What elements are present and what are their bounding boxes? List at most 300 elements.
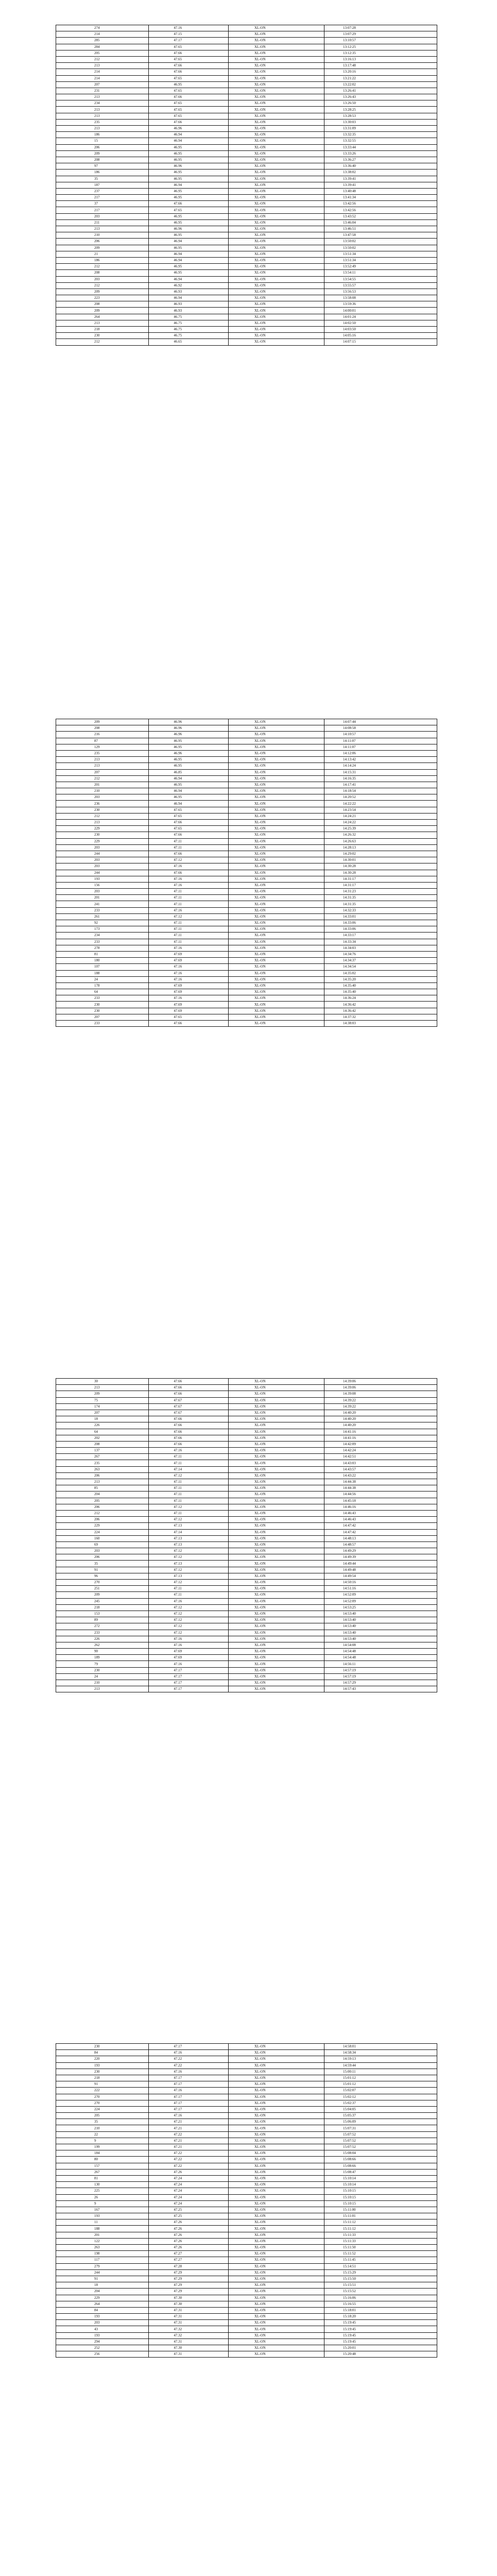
price-cell: 47.27: [149, 2257, 229, 2263]
quantity-cell: 212: [56, 775, 149, 782]
quantity-cell: 213: [56, 763, 149, 769]
price-cell: 47.69: [149, 958, 229, 964]
price-cell: 47.66: [149, 69, 229, 75]
venue-cell: XL-ON: [228, 31, 324, 38]
price-cell: 47.26: [149, 2238, 229, 2244]
price-cell: 46.94: [149, 295, 229, 301]
venue-cell: XL-ON: [228, 107, 324, 113]
time-cell: 14:22:22: [324, 801, 437, 807]
time-cell: 13:33:44: [324, 144, 437, 150]
venue-cell: XL-ON: [228, 2094, 324, 2100]
price-cell: 47.26: [149, 2219, 229, 2226]
table-row: [56, 2056, 437, 2062]
table-row: [56, 2301, 437, 2307]
venue-cell: XL-ON: [228, 264, 324, 270]
venue-cell: XL-ON: [228, 2081, 324, 2088]
table-row: [56, 81, 437, 88]
table-row: [56, 2314, 437, 2320]
venue-cell: XL-ON: [228, 1422, 324, 1429]
price-cell: 47.69: [149, 1002, 229, 1008]
table-row: [56, 333, 437, 339]
venue-cell: XL-ON: [228, 913, 324, 920]
venue-cell: XL-ON: [228, 1410, 324, 1416]
venue-cell: XL-ON: [228, 1611, 324, 1617]
table-row: [56, 219, 437, 226]
price-cell: 47.13: [149, 1561, 229, 1567]
quantity-cell: 92: [56, 920, 149, 926]
price-cell: 47.16: [149, 995, 229, 1002]
quantity-cell: 264: [56, 314, 149, 320]
venue-cell: XL-ON: [228, 1548, 324, 1554]
price-cell: 46.95: [149, 176, 229, 182]
venue-cell: XL-ON: [228, 2314, 324, 2320]
table-row: [56, 257, 437, 263]
quantity-cell: 244: [56, 2269, 149, 2276]
table-row: [56, 1617, 437, 1623]
table-row: [56, 2044, 437, 2050]
table-row: [56, 1667, 437, 1673]
table-row: [56, 94, 437, 100]
venue-cell: XL-ON: [228, 1642, 324, 1648]
table-row: [56, 163, 437, 170]
table-row: [56, 170, 437, 176]
price-cell: 47.30: [149, 2295, 229, 2301]
time-cell: 14:26:63: [324, 838, 437, 844]
price-cell: 47.16: [149, 25, 229, 31]
time-cell: 14:35:40: [324, 982, 437, 989]
table-row: [56, 813, 437, 819]
table-row: [56, 126, 437, 132]
table-row: [56, 750, 437, 756]
venue-cell: XL-ON: [228, 788, 324, 794]
time-cell: 14:07:15: [324, 339, 437, 345]
quantity-cell: 231: [56, 88, 149, 94]
venue-cell: XL-ON: [228, 2157, 324, 2163]
table-row: [56, 2175, 437, 2181]
quantity-cell: 270: [56, 2100, 149, 2106]
table-row: [56, 1472, 437, 1479]
time-cell: 13:51:34: [324, 257, 437, 263]
price-cell: 47.24: [149, 2200, 229, 2207]
price-cell: 46.95: [149, 170, 229, 176]
venue-cell: XL-ON: [228, 2289, 324, 2295]
table-row: [56, 2257, 437, 2263]
time-cell: 15:11:12: [324, 2226, 437, 2232]
time-cell: 14:58:01: [324, 2044, 437, 2050]
table-row: [56, 807, 437, 813]
table-row: [56, 150, 437, 157]
time-cell: 14:58:34: [324, 2050, 437, 2056]
venue-cell: XL-ON: [228, 1561, 324, 1567]
quantity-cell: 193: [56, 876, 149, 882]
quantity-cell: 207: [56, 1410, 149, 1416]
time-cell: 15:00:11: [324, 2069, 437, 2075]
time-cell: 14:00:01: [324, 308, 437, 314]
table-row: [56, 1655, 437, 1661]
table-row: [56, 1416, 437, 1422]
time-cell: 15:15:29: [324, 2269, 437, 2276]
trades-table: [56, 2043, 437, 2358]
venue-cell: XL-ON: [228, 232, 324, 239]
time-cell: 15:18:01: [324, 2307, 437, 2313]
quantity-cell: 294: [56, 2338, 149, 2345]
time-cell: 14:31:17: [324, 882, 437, 888]
price-cell: 47.13: [149, 1535, 229, 1541]
price-cell: 47.66: [149, 1391, 229, 1397]
time-cell: 14:57:19: [324, 1667, 437, 1673]
venue-cell: XL-ON: [228, 1680, 324, 1686]
table-row: [56, 907, 437, 913]
quantity-cell: 184: [56, 2150, 149, 2157]
table-row: [56, 69, 437, 75]
venue-cell: XL-ON: [228, 1567, 324, 1573]
venue-cell: XL-ON: [228, 126, 324, 132]
quantity-cell: 80: [56, 2157, 149, 2163]
price-cell: 47.16: [149, 945, 229, 951]
quantity-cell: 64: [56, 989, 149, 995]
quantity-cell: 81: [56, 951, 149, 957]
price-cell: 47.27: [149, 2251, 229, 2257]
table-row: [56, 119, 437, 125]
quantity-cell: 89: [56, 1617, 149, 1623]
table-row: [56, 1649, 437, 1655]
time-cell: 14:52:09: [324, 1598, 437, 1604]
time-cell: 13:43:52: [324, 213, 437, 219]
price-cell: 47.66: [149, 832, 229, 838]
price-cell: 46.95: [149, 794, 229, 801]
price-cell: 47.31: [149, 2314, 229, 2320]
quantity-cell: 186: [56, 132, 149, 138]
time-cell: 15:01:12: [324, 2081, 437, 2088]
time-cell: 14:07:44: [324, 719, 437, 725]
venue-cell: XL-ON: [228, 838, 324, 844]
quantity-cell: 208: [56, 725, 149, 732]
table-row: [56, 1391, 437, 1397]
venue-cell: XL-ON: [228, 2062, 324, 2069]
venue-cell: XL-ON: [228, 732, 324, 738]
time-cell: 14:39:22: [324, 1403, 437, 1410]
price-cell: 47.13: [149, 1573, 229, 1579]
venue-cell: XL-ON: [228, 794, 324, 801]
price-cell: 47.66: [149, 1416, 229, 1422]
price-cell: 47.29: [149, 2289, 229, 2295]
price-cell: 47.25: [149, 2213, 229, 2219]
quantity-cell: 203: [56, 857, 149, 863]
time-cell: 13:20:16: [324, 69, 437, 75]
time-cell: 14:18:54: [324, 788, 437, 794]
quantity-cell: 256: [56, 2351, 149, 2358]
price-cell: 47.32: [149, 2332, 229, 2338]
venue-cell: XL-ON: [228, 857, 324, 863]
quantity-cell: 214: [56, 31, 149, 38]
price-cell: 47.24: [149, 2188, 229, 2194]
table-row: [56, 995, 437, 1002]
venue-cell: XL-ON: [228, 895, 324, 901]
quantity-cell: 213: [56, 63, 149, 69]
price-cell: 47.65: [149, 826, 229, 832]
venue-cell: XL-ON: [228, 1391, 324, 1397]
price-cell: 47.65: [149, 813, 229, 819]
table-row: [56, 2131, 437, 2138]
table-row: [56, 2113, 437, 2119]
time-cell: 14:35:40: [324, 989, 437, 995]
venue-cell: XL-ON: [228, 2106, 324, 2112]
time-cell: 15:11:33: [324, 2238, 437, 2244]
price-cell: 47.12: [149, 1580, 229, 1586]
time-cell: 14:38:03: [324, 1021, 437, 1027]
quantity-cell: 218: [56, 327, 149, 333]
price-cell: 47.11: [149, 1492, 229, 1498]
time-cell: 13:26:50: [324, 100, 437, 107]
table-row: [56, 744, 437, 750]
quantity-cell: 213: [56, 107, 149, 113]
time-cell: 13:40:48: [324, 188, 437, 194]
quantity-cell: 212: [56, 56, 149, 62]
quantity-cell: 79: [56, 1661, 149, 1667]
table-row: [56, 2188, 437, 2194]
table-row: [56, 132, 437, 138]
price-cell: 46.96: [149, 750, 229, 756]
table-row: [56, 2088, 437, 2094]
price-cell: 47.17: [149, 1686, 229, 1692]
table-row: [56, 2081, 437, 2088]
time-cell: 14:23:54: [324, 807, 437, 813]
time-cell: 14:33:17: [324, 933, 437, 939]
quantity-cell: 261: [56, 913, 149, 920]
venue-cell: XL-ON: [228, 2351, 324, 2358]
venue-cell: XL-ON: [228, 744, 324, 750]
quantity-cell: 204: [56, 2289, 149, 2295]
quantity-cell: 18: [56, 1416, 149, 1422]
table-row: [56, 1623, 437, 1630]
venue-cell: XL-ON: [228, 1441, 324, 1447]
venue-cell: XL-ON: [228, 2169, 324, 2175]
quantity-cell: 9: [56, 2138, 149, 2144]
venue-cell: XL-ON: [228, 945, 324, 951]
table-row: [56, 738, 437, 744]
quantity-cell: 205: [56, 1498, 149, 1504]
table-row: [56, 838, 437, 844]
price-cell: 47.22: [149, 2131, 229, 2138]
quantity-cell: 91: [56, 2276, 149, 2282]
table-row: [56, 2200, 437, 2207]
time-cell: 14:56:11: [324, 1661, 437, 1667]
table-row: [56, 1567, 437, 1573]
time-cell: 13:56:53: [324, 289, 437, 295]
quantity-cell: 230: [56, 1008, 149, 1014]
venue-cell: XL-ON: [228, 1554, 324, 1561]
time-cell: 14:40:20: [324, 1422, 437, 1429]
price-cell: 47.11: [149, 1498, 229, 1504]
price-cell: 47.29: [149, 2269, 229, 2276]
quantity-cell: 236: [56, 801, 149, 807]
quantity-cell: 30: [56, 1379, 149, 1385]
table-row: [56, 1498, 437, 1504]
time-cell: 14:33:01: [324, 913, 437, 920]
price-cell: 47.11: [149, 1510, 229, 1516]
table-row: [56, 100, 437, 107]
quantity-cell: 224: [56, 2106, 149, 2112]
quantity-cell: 24: [56, 976, 149, 982]
time-cell: 15:19:45: [324, 2320, 437, 2326]
quantity-cell: 218: [56, 1604, 149, 1611]
price-cell: 47.16: [149, 863, 229, 870]
quantity-cell: 198: [56, 2251, 149, 2257]
quantity-cell: 203: [56, 889, 149, 895]
price-cell: 46.95: [149, 232, 229, 239]
quantity-cell: 205: [56, 2113, 149, 2119]
venue-cell: XL-ON: [228, 2326, 324, 2332]
time-cell: 14:37:32: [324, 1014, 437, 1020]
quantity-cell: 64: [56, 1429, 149, 1435]
time-cell: 15:08:47: [324, 2169, 437, 2175]
time-cell: 14:36:42: [324, 1002, 437, 1008]
quantity-cell: 180: [56, 958, 149, 964]
quantity-cell: 26: [56, 2194, 149, 2200]
venue-cell: XL-ON: [228, 1655, 324, 1661]
venue-cell: XL-ON: [228, 775, 324, 782]
table-row: [56, 857, 437, 863]
venue-cell: XL-ON: [228, 144, 324, 150]
time-cell: 15:11:12: [324, 2219, 437, 2226]
time-cell: 14:36:42: [324, 1008, 437, 1014]
table-row: [56, 2069, 437, 2075]
price-cell: 47.65: [149, 44, 229, 50]
table-row: [56, 2282, 437, 2289]
quantity-cell: 213: [56, 820, 149, 826]
venue-cell: XL-ON: [228, 308, 324, 314]
price-cell: 46.75: [149, 327, 229, 333]
venue-cell: XL-ON: [228, 2188, 324, 2194]
time-cell: 14:02:50: [324, 320, 437, 326]
quantity-cell: 206: [56, 144, 149, 150]
quantity-cell: 207: [56, 1014, 149, 1020]
price-cell: 47.69: [149, 1655, 229, 1661]
venue-cell: XL-ON: [228, 1429, 324, 1435]
quantity-cell: 270: [56, 1580, 149, 1586]
time-cell: 14:53:25: [324, 1604, 437, 1611]
price-cell: 47.22: [149, 2056, 229, 2062]
quantity-cell: 209: [56, 150, 149, 157]
venue-cell: XL-ON: [228, 1586, 324, 1592]
table-row: [56, 2238, 437, 2244]
table-row: [56, 239, 437, 245]
quantity-cell: 212: [56, 1510, 149, 1516]
quantity-cell: 84: [56, 2050, 149, 2056]
table-row: [56, 1592, 437, 1598]
time-cell: 14:11:07: [324, 738, 437, 744]
table-row: [56, 1535, 437, 1541]
quantity-cell: 186: [56, 257, 149, 263]
venue-cell: XL-ON: [228, 995, 324, 1002]
price-cell: 46.95: [149, 213, 229, 219]
table-row: [56, 1021, 437, 1027]
venue-cell: XL-ON: [228, 1529, 324, 1535]
venue-cell: XL-ON: [228, 2050, 324, 2056]
venue-cell: XL-ON: [228, 163, 324, 170]
table-row: [56, 2276, 437, 2282]
table-row: [56, 2119, 437, 2125]
price-cell: 46.95: [149, 738, 229, 744]
quantity-cell: 167: [56, 2207, 149, 2213]
table-row: [56, 913, 437, 920]
quantity-cell: 178: [56, 982, 149, 989]
quantity-cell: 230: [56, 333, 149, 339]
table-row: [56, 1448, 437, 1454]
time-cell: 13:28:53: [324, 113, 437, 119]
quantity-cell: 205: [56, 50, 149, 56]
time-cell: 14:39:22: [324, 1397, 437, 1403]
quantity-cell: 209: [56, 719, 149, 725]
time-cell: 14:20:52: [324, 794, 437, 801]
quantity-cell: 193: [56, 2314, 149, 2320]
time-cell: 15:07:31: [324, 2125, 437, 2131]
quantity-cell: 35: [56, 1561, 149, 1567]
table-row: [56, 933, 437, 939]
quantity-cell: 210: [56, 1680, 149, 1686]
price-cell: 47.11: [149, 901, 229, 907]
quantity-cell: 212: [56, 813, 149, 819]
quantity-cell: 233: [56, 1021, 149, 1027]
table-row: [56, 1435, 437, 1441]
venue-cell: XL-ON: [228, 94, 324, 100]
venue-cell: XL-ON: [228, 2138, 324, 2144]
venue-cell: XL-ON: [228, 826, 324, 832]
price-cell: 47.12: [149, 1554, 229, 1561]
table-row: [56, 195, 437, 201]
time-cell: 14:42:51: [324, 1454, 437, 1460]
price-cell: 47.16: [149, 1642, 229, 1648]
trades-table: [56, 25, 437, 346]
time-cell: 14:48:57: [324, 1541, 437, 1548]
table-row: [56, 1541, 437, 1548]
quantity-cell: 285: [56, 38, 149, 44]
price-cell: 47.69: [149, 1649, 229, 1655]
venue-cell: XL-ON: [228, 951, 324, 957]
venue-cell: XL-ON: [228, 851, 324, 857]
quantity-cell: 206: [56, 1472, 149, 1479]
venue-cell: XL-ON: [228, 1379, 324, 1385]
time-cell: 15:10:15: [324, 2188, 437, 2194]
venue-cell: XL-ON: [228, 782, 324, 788]
price-cell: 46.94: [149, 182, 229, 188]
venue-cell: XL-ON: [228, 1485, 324, 1492]
price-cell: 47.17: [149, 38, 229, 44]
trades-table: [56, 719, 437, 1027]
price-cell: 47.11: [149, 1460, 229, 1466]
price-cell: 46.94: [149, 775, 229, 782]
table-row: [56, 732, 437, 738]
venue-cell: XL-ON: [228, 2251, 324, 2257]
time-cell: 14:46:16: [324, 1504, 437, 1510]
time-cell: 14:42:24: [324, 1448, 437, 1454]
table-row: [56, 958, 437, 964]
table-row: [56, 1510, 437, 1516]
quantity-cell: 21: [56, 251, 149, 257]
table-row: [56, 2320, 437, 2326]
time-cell: 13:38:02: [324, 170, 437, 176]
quantity-cell: 244: [56, 851, 149, 857]
price-cell: 47.17: [149, 1673, 229, 1680]
price-cell: 47.17: [149, 2100, 229, 2106]
table-row: [56, 25, 437, 31]
quantity-cell: 209: [56, 245, 149, 251]
table-row: [56, 1636, 437, 1642]
venue-cell: XL-ON: [228, 1686, 324, 1692]
venue-cell: XL-ON: [228, 276, 324, 282]
price-cell: 47.66: [149, 1379, 229, 1385]
table-row: [56, 851, 437, 857]
